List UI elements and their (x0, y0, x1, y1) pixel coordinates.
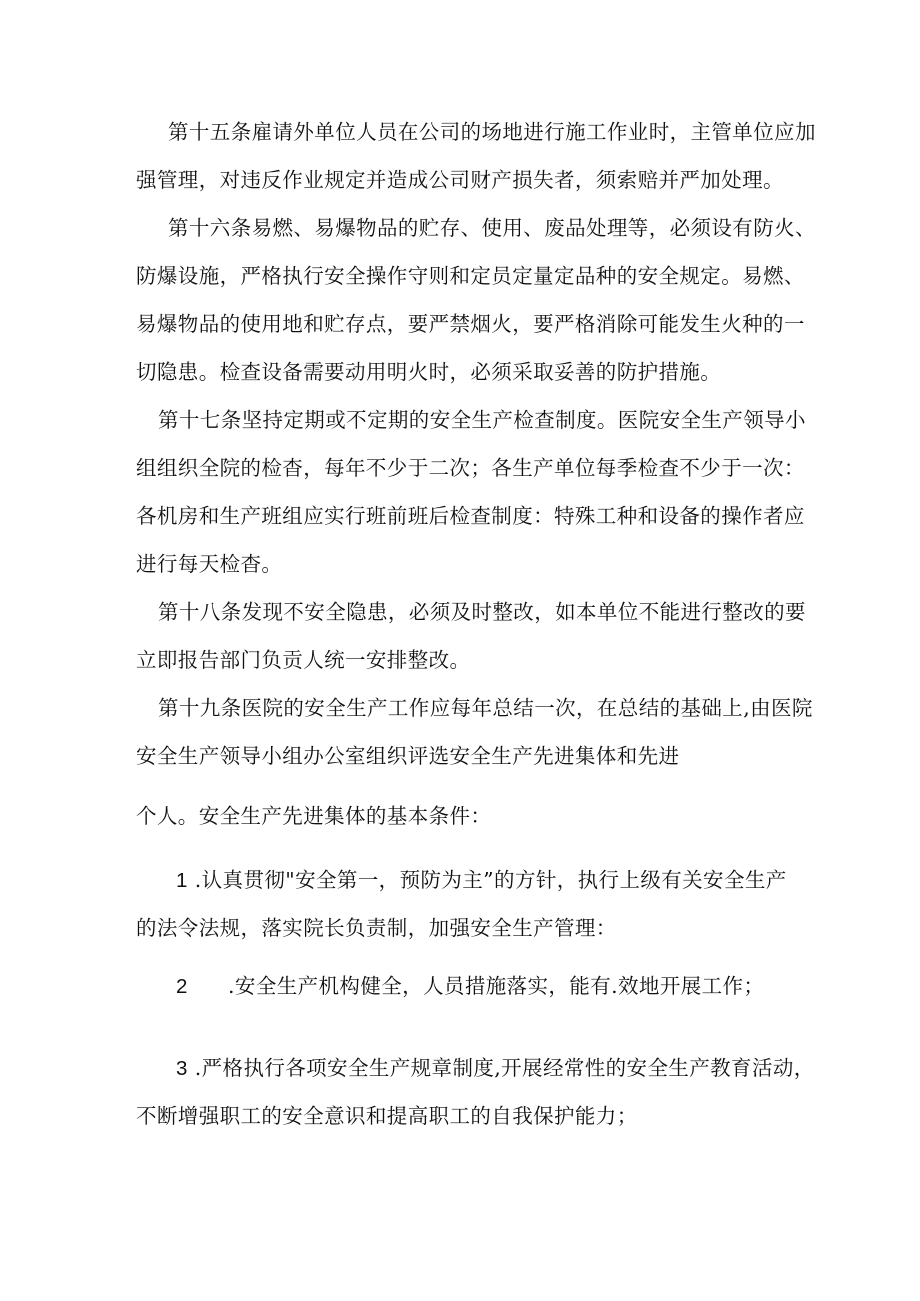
list-item-2-number: 2 (176, 975, 188, 998)
article-17-line-2: 组组织全院的检杳，每年不少于二次；各生产单位每季检查不少于一次： (136, 456, 805, 480)
list-item-1-number: 1 (176, 869, 188, 892)
article-18-line-2: 立即报告部门负贡人统一安排整改。 (136, 648, 471, 672)
article-16-line-1: 第十六条易燃、易爆物品的贮存、使用、废品处理等，必须设有防火、 (168, 216, 816, 240)
article-19-line-3: 个人。安全生产先进集体的基本条件： (136, 804, 492, 828)
list-item-1-text: .认真贯彻"安全第一，预防为主”的方针，执行上级有关安全生产 (187, 868, 787, 892)
list-item-3-text: .严格执行各项安全生产规章制度,开展经常性的安全生产教育活动， (187, 1056, 815, 1080)
article-16-line-4: 切隐患。检查设备需要动用明火时，必须采取妥善的防护措施。 (136, 360, 722, 384)
list-item-3-line-2: 不断增强职工的安全意识和提高职工的自我保护能力； (136, 1104, 638, 1128)
article-17-line-1: 第十七条坚持定期或不定期的安全生产检查制度。医院安全生产领导小 (158, 408, 806, 432)
article-17-line-4: 进行每天检杳。 (136, 552, 283, 576)
list-item-1-line-2: 的法令法规，落实院长负责制，加强安全生产管理： (136, 916, 617, 940)
article-19-line-2: 安全生产领导小组办公室组织评选安全生产先进集体和先进 (136, 744, 680, 768)
article-16-line-3: 易爆物品的使用地和贮存点，要严禁烟火，要严格消除可能发生火种的一 (136, 312, 805, 336)
article-15-line-2: 强管理，对违反作业规定并造成公司财产损失者，须索赔并严加处理。 (136, 168, 784, 192)
article-18-line-1: 第十八条发现不安全隐患，必须及时整改，如本单位不能进行整改的要 (158, 600, 806, 624)
article-17-line-3: 各机房和生产班组应实行班前班后检查制度：特殊工种和设备的操作者应 (136, 504, 805, 528)
article-19-line-1: 第十九条医院的安全生产工作应每年总结一次，在总结的基础上,由医院 (158, 696, 813, 720)
list-item-2-text: .安全生产机构健全，人员措施落实，能有.效地开展工作； (228, 974, 765, 998)
list-item-1 (176, 866, 787, 895)
list-item-3-number: 3 (176, 1057, 188, 1080)
article-15-line-1: 第十五条雇请外单位人员在公司的场地进行施工作业时，主管单位应加 (168, 120, 816, 144)
list-item-2 (176, 972, 764, 1001)
article-16-line-2: 防爆设施，严格执行安全操作守则和定员定量定品种的安全规定。易燃、 (136, 264, 805, 288)
list-item-3 (176, 1054, 815, 1083)
